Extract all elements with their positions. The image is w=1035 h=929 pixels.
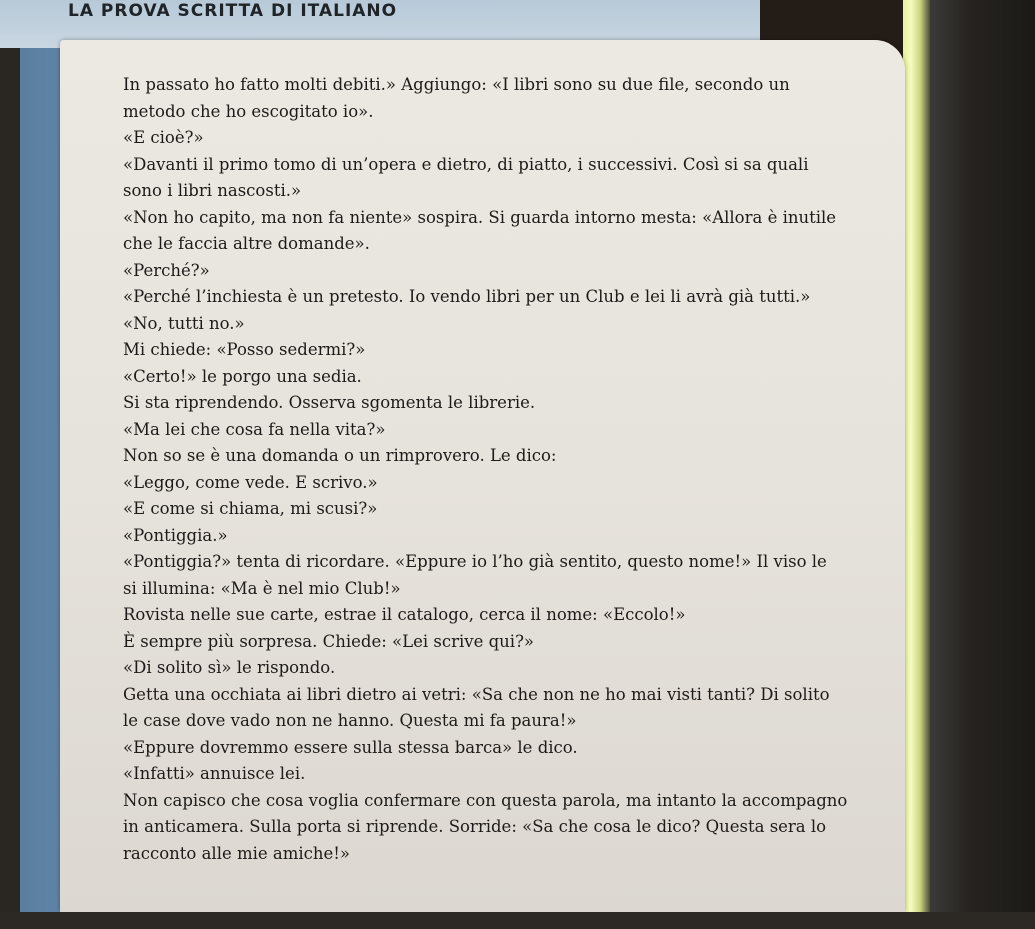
text-line: «Eppure dovremmo essere sulla stessa barca» le dico. bbox=[123, 737, 578, 757]
text-line: Mi chiede: «Posso sedermi?» bbox=[123, 340, 366, 359]
text-line: Rovista nelle sue carte, estrae il catalogo, cerca il nome: «Eccolo!» bbox=[123, 605, 686, 624]
screen-glow-edge bbox=[903, 0, 930, 929]
background-right-dark bbox=[930, 0, 1035, 929]
text-line: «No, tutti no.» bbox=[123, 313, 245, 333]
text-line: si illumina: «Ma è nel mio Club!» bbox=[123, 578, 401, 598]
text-line: in anticamera. Sulla porta si riprende. Sorride: «Sa che cosa le dico? Questa sera lo bbox=[123, 817, 827, 836]
text-line: «Certo!» le porgo una sedia. bbox=[123, 366, 362, 386]
text-line: «Leggo, come vede. E scrivo.» bbox=[123, 472, 378, 492]
page-text bbox=[123, 72, 868, 867]
text-line: «E come si chiama, mi scusi?» bbox=[123, 499, 378, 518]
text-line: metodo che ho escogitato io». bbox=[123, 101, 374, 121]
text-line: che le faccia altre domande». bbox=[123, 234, 370, 253]
text-line: «Ma lei che cosa fa nella vita?» bbox=[123, 419, 386, 439]
text-line: «Pontiggia?» tenta di ricordare. «Eppure io l’ho già sentito, questo nome!» Il viso le bbox=[123, 552, 827, 571]
text-line: Getta una occhiata ai libri dietro ai vetri: «Sa che non ne ho mai visti tanti? Di solito bbox=[123, 684, 830, 704]
text-line: le case dove vado non ne hanno. Questa mi fa paura!» bbox=[123, 711, 577, 730]
text-line: Si sta riprendendo. Osserva sgomenta le librerie. bbox=[123, 393, 536, 412]
text-line: «Infatti» annuisce lei. bbox=[123, 764, 306, 783]
background-bottom-edge bbox=[0, 912, 1035, 929]
text-line: sono i libri nascosti.» bbox=[123, 181, 302, 200]
page-header-title: LA PROVA SCRITTA DI ITALIANO bbox=[68, 1, 398, 21]
text-line: Non so se è una domanda o un rimprovero. Le dico: bbox=[123, 446, 557, 465]
text-line: «Non ho capito, ma non fa niente» sospira. Si guarda intorno mesta: «Allora è inutile bbox=[123, 207, 837, 227]
text-line: «Perché?» bbox=[123, 260, 210, 280]
text-line: racconto alle mie amiche!» bbox=[123, 843, 351, 863]
text-line: «Pontiggia.» bbox=[123, 525, 228, 545]
text-line: «Davanti il primo tomo di un’opera e dietro, di piatto, i successivi. Così si sa quali bbox=[123, 154, 809, 174]
text-line: «Perché l’inchiesta è un pretesto. Io vendo libri per un Club e lei li avrà già tutti.» bbox=[123, 287, 811, 306]
text-line: «Di solito sì» le rispondo. bbox=[123, 658, 336, 677]
text-line: «E cioè?» bbox=[123, 128, 204, 147]
text-line: In passato ho fatto molti debiti.» Aggiungo: «I libri sono su due file, secondo un bbox=[123, 75, 790, 94]
text-line: Non capisco che cosa voglia confermare con questa parola, ma intanto la accompagno bbox=[123, 790, 848, 810]
text-line: È sempre più sorpresa. Chiede: «Lei scrive qui?» bbox=[123, 631, 535, 651]
